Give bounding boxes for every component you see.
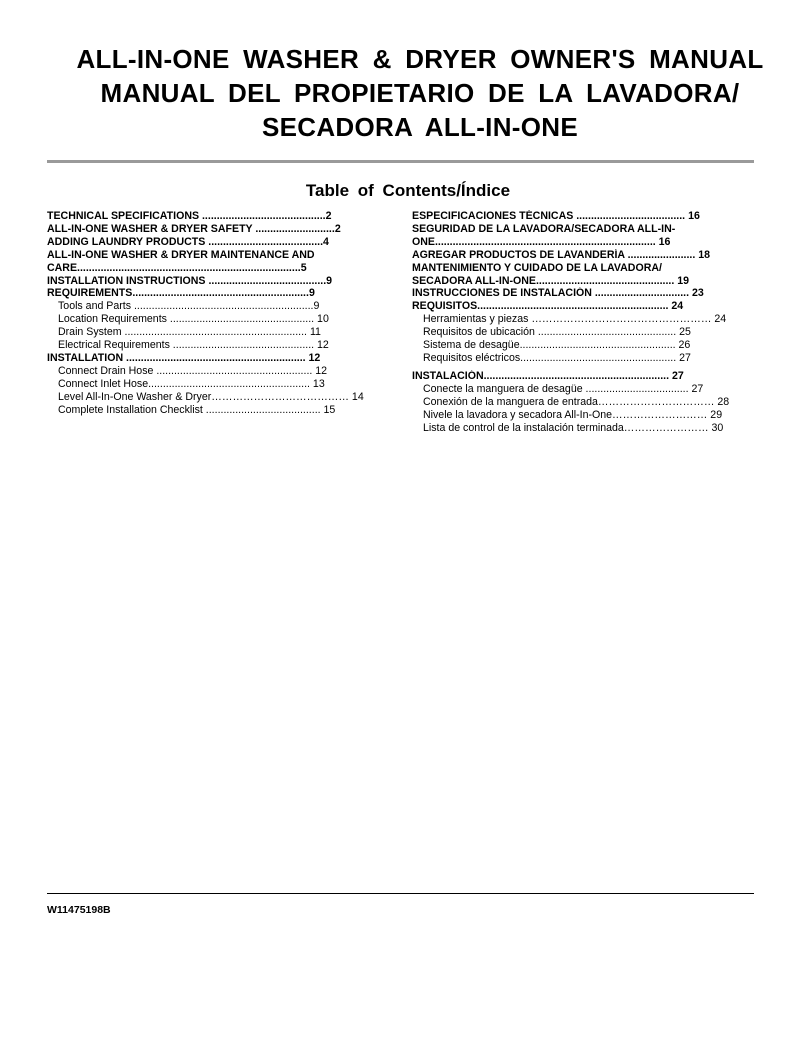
- toc-entry[interactable]: ONE........................................................................... 16: [412, 235, 671, 248]
- toc-entry[interactable]: ALL-IN-ONE WASHER & DRYER SAFETY ...........................2: [47, 222, 341, 235]
- toc-subentry[interactable]: Drain System .............................................................. 11: [58, 326, 321, 339]
- toc-subentry[interactable]: Lista de control de la instalación terminada…………………… 30: [423, 421, 724, 434]
- title-divider: [47, 160, 754, 163]
- toc-subentry[interactable]: Tools and Parts .............................................................9: [58, 300, 320, 313]
- toc-entry[interactable]: ADDING LAUNDRY PRODUCTS .......................................4: [47, 235, 329, 248]
- footer-divider: [47, 893, 754, 894]
- toc-entry[interactable]: REQUISITOS................................................................. 24: [412, 300, 684, 313]
- toc-entry[interactable]: MANTENIMIENTO Y CUIDADO DE LA LAVADORA/: [412, 261, 662, 274]
- toc-entry[interactable]: ALL-IN-ONE WASHER & DRYER MAINTENANCE AND: [47, 248, 315, 261]
- toc-entry[interactable]: INSTRUCCIONES DE INSTALACIÓN ................................ 23: [412, 287, 704, 300]
- toc-subentry[interactable]: Conecte la manguera de desagüe ................................... 27: [423, 382, 704, 395]
- toc-entry[interactable]: SECADORA ALL-IN-ONE............................................... 19: [412, 274, 690, 287]
- title-line-3: SECADORA ALL-IN-ONE: [262, 112, 578, 142]
- document-number: W11475198B: [47, 904, 111, 916]
- title-line-1: ALL-IN-ONE WASHER & DRYER OWNER'S MANUAL: [76, 44, 764, 74]
- toc-subentry[interactable]: Connect Drain Hose ..................................................... 12: [58, 364, 328, 377]
- toc-entry[interactable]: CARE............................................................................5: [47, 261, 307, 274]
- toc-entry[interactable]: AGREGAR PRODUCTOS DE LAVANDERÍA ....................... 18: [412, 248, 711, 261]
- toc-entry[interactable]: INSTALACIÓN............................................................... 27: [412, 369, 684, 382]
- toc-subentry[interactable]: Requisitos de ubicación ............................................... 25: [423, 326, 691, 339]
- toc-subentry[interactable]: Nivele la lavadora y secadora All-In-One……………………… 29: [423, 408, 723, 421]
- toc-spanish-column: [412, 210, 768, 434]
- toc-english-column: [47, 210, 399, 417]
- manual-title: [40, 42, 800, 144]
- toc-entry[interactable]: TECHNICAL SPECIFICATIONS ..........................................2: [47, 210, 332, 222]
- toc-entry[interactable]: INSTALLATION INSTRUCTIONS ........................................9: [47, 274, 333, 287]
- toc-subentry[interactable]: Complete Installation Checklist ....................................... 15: [58, 403, 336, 416]
- toc-entry[interactable]: REQUIREMENTS............................................................9: [47, 287, 315, 300]
- toc-subentry[interactable]: Sistema de desagüe..................................................... 26: [423, 339, 691, 352]
- toc-subentry[interactable]: Connect Inlet Hose....................................................... 13: [58, 377, 325, 390]
- toc-subentry[interactable]: Location Requirements ................................................. 10: [58, 313, 329, 326]
- toc-subentry[interactable]: Conexión de la manguera de entrada…………………………… 28: [423, 395, 730, 408]
- toc-subentry[interactable]: Electrical Requirements ................................................ 12: [58, 339, 329, 352]
- toc-entry[interactable]: ESPECIFICACIONES TÉCNICAS ..................................... 16: [412, 210, 700, 222]
- title-line-2: MANUAL DEL PROPIETARIO DE LA LAVADORA/: [100, 78, 740, 108]
- toc-entry[interactable]: INSTALLATION ............................................................. 12: [47, 351, 321, 364]
- toc-subentry[interactable]: Herramientas y piezas …………………………………………… 24: [423, 313, 727, 326]
- toc-subentry[interactable]: Requisitos eléctricos..................................................... 27: [423, 351, 691, 364]
- toc-entry[interactable]: SEGURIDAD DE LA LAVADORA/SECADORA ALL-IN-: [412, 222, 676, 235]
- toc-subentry[interactable]: Level All-In-One Washer & Dryer………………………………… 14: [58, 390, 364, 403]
- toc-heading: Table of Contents/Índice: [305, 181, 511, 200]
